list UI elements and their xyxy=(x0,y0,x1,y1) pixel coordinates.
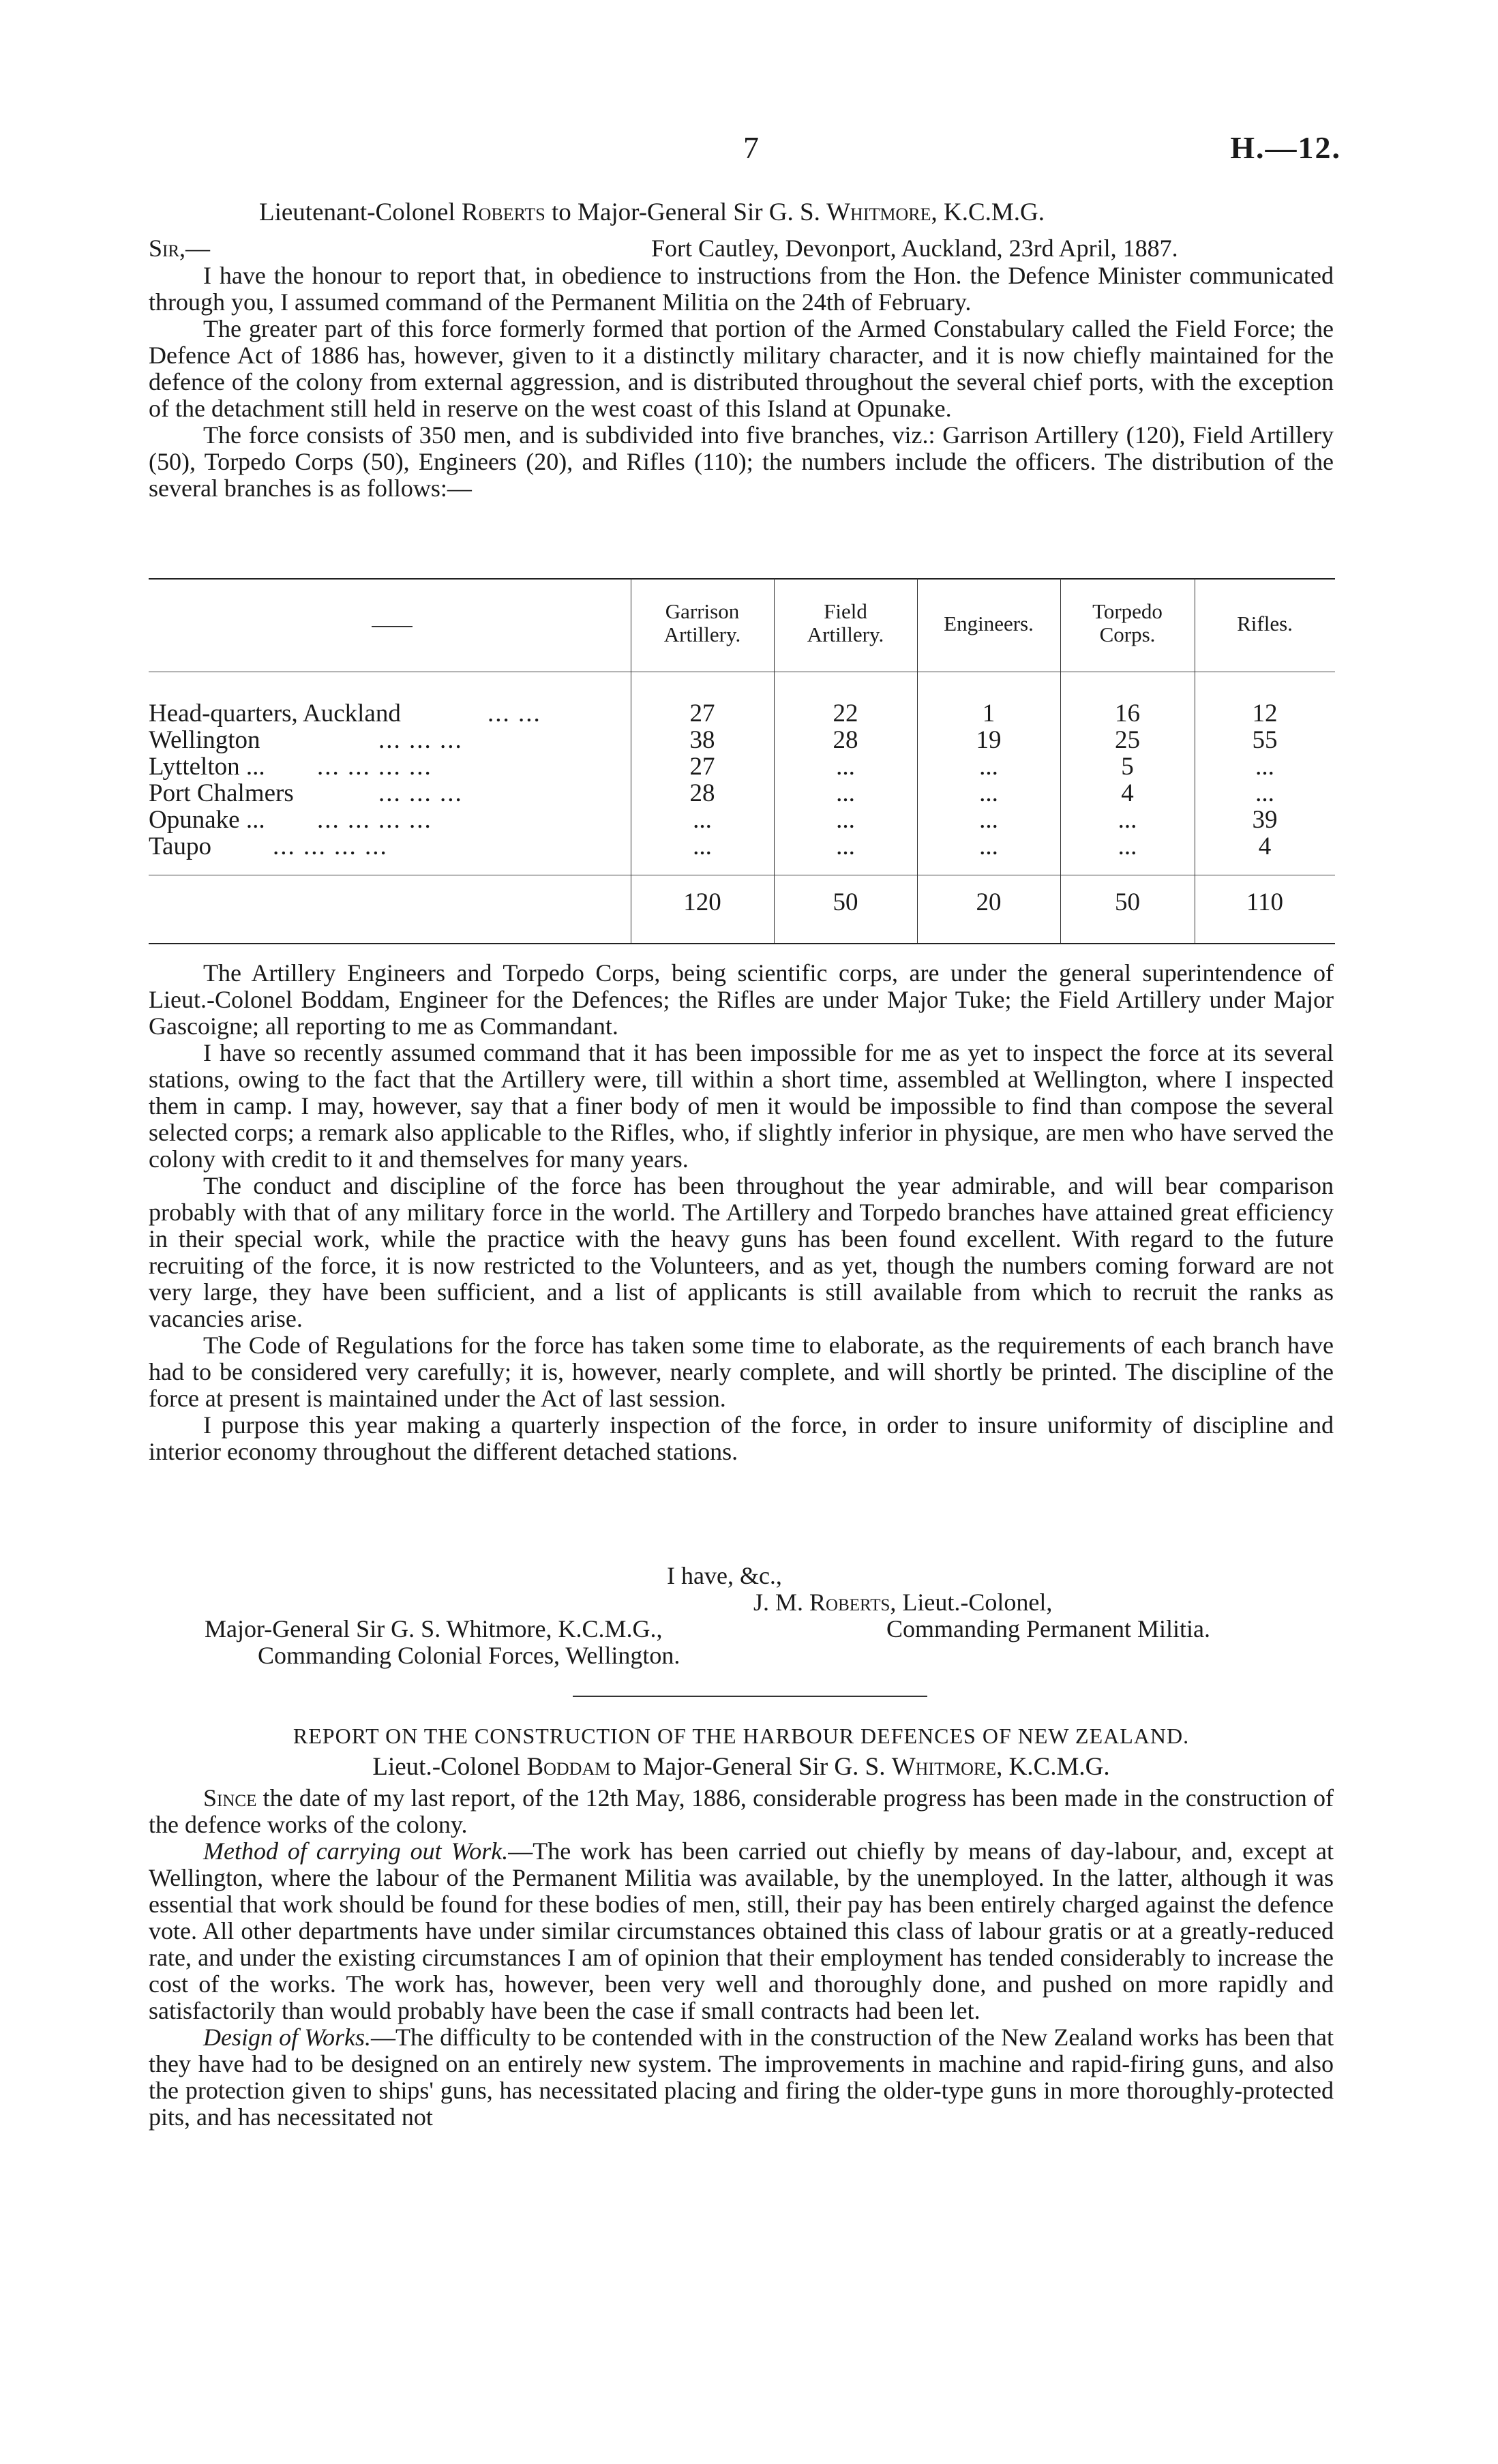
total-cell: 120 xyxy=(683,888,721,916)
row-place: Lyttelton ... xyxy=(149,753,265,781)
letter-body-bottom xyxy=(149,960,1334,1465)
cell: ... xyxy=(979,806,998,834)
cell: ... xyxy=(693,806,712,834)
report-p1-text: the date of my last report, of the 12th May, 1886, considerable progress has been made in the construction of the defence works of the colony. xyxy=(149,1784,1334,1838)
report-p3-text: —The difficulty to be contended with in the construction of the New Zealand works has been that they have had to be designed on an entirely new system. The improvements in machine and rapid-firing guns, and also the protection given to ships' guns, has necessitated placing and firing the older-type guns in more thoroughly-protected pits, and has necessitated not xyxy=(149,2024,1334,2131)
col-header-engineers: Engineers. xyxy=(944,612,1034,635)
report-paragraph-1 xyxy=(149,1785,1334,1838)
cell: 25 xyxy=(1115,726,1140,754)
letter-paragraph-7: The Code of Regulations for the force has taken some time to elaborate, as the requirements of each branch have had to be considered very carefully; it is, however, nearly complete, and will shortly be printed. The discipline of the force at present is maintained under the Act of last session. xyxy=(149,1332,1334,1412)
sub-prefix: Lieut.-Colonel xyxy=(372,1753,521,1781)
report-heading: REPORT ON THE CONSTRUCTION OF THE HARBOUR DEFENCES OF NEW ZEALAND. xyxy=(293,1724,1190,1748)
title-mid: to Major-General Sir G. S. xyxy=(552,198,820,226)
row-place: Opunake ... xyxy=(149,806,265,834)
row-leader-dots: ... ... ... xyxy=(378,779,463,807)
sub-name2: Whitmore xyxy=(891,1753,997,1781)
report-p3-heading: Design of Works. xyxy=(203,2024,372,2051)
cell: 19 xyxy=(976,726,1002,754)
cell: 1 xyxy=(982,700,995,727)
table-bottom-rule xyxy=(149,943,1335,944)
sub-mid: to Major-General Sir G. S. xyxy=(616,1753,886,1781)
letter-paragraph-8: I purpose this year making a quarterly inspection of the force, in order to insure uniformity of discipline and interior economy throughout the different detached stations. xyxy=(149,1411,1334,1465)
cell: 28 xyxy=(689,779,715,807)
title-name: Roberts xyxy=(461,198,545,226)
cell: ... xyxy=(979,779,998,807)
row-leader-dots: ... ... ... xyxy=(378,726,463,754)
col-header-garrison-line1: Garrison xyxy=(665,599,740,623)
row-leader-dots: ... ... ... ... xyxy=(317,806,432,834)
table-top-rule xyxy=(149,578,1335,580)
document-reference: H.—12. xyxy=(1230,130,1341,165)
col-header-garrison-line2: Artillery. xyxy=(663,622,741,646)
total-cell: 110 xyxy=(1246,888,1284,916)
report-paragraph-2 xyxy=(149,1838,1334,2024)
cell: ... xyxy=(1255,779,1274,807)
row-leader-dots: ... ... ... ... xyxy=(317,753,432,781)
report-subheading xyxy=(149,1752,1334,1782)
addressee-line2: Commanding Colonial Forces, Wellington. xyxy=(258,1642,680,1669)
report-paragraph-3 xyxy=(149,2024,1334,2131)
signature-name: Roberts xyxy=(809,1589,890,1616)
cell: ... xyxy=(836,806,855,834)
letter-paragraph-6: The conduct and discipline of the force has been throughout the year admirable, and will bear comparison probably with that of any military force in the world. The Artillery and Torpedo branches have attained great efficiency in their special work, while the practice with the heavy guns has been found excellent. With regard to the future recruiting of the force, it is now restricted to the Volunteers, and as yet, though the numbers coming forward are not very large, they have been sufficient, and a list of applicants is still available from which to recruit the ranks as vacancies arise. xyxy=(149,1172,1334,1332)
page-number: 7 xyxy=(743,130,759,165)
closing: I have, &c., xyxy=(667,1562,782,1589)
total-cell: 50 xyxy=(833,888,858,916)
cell: 4 xyxy=(1121,779,1134,807)
row-leader-dots: ... ... ... ... xyxy=(273,832,388,860)
cell: ... xyxy=(1118,806,1137,834)
title-prefix: Lieutenant-Colonel xyxy=(259,198,455,226)
col-header-rifles: Rifles. xyxy=(1237,612,1293,635)
letter-paragraph-2: The greater part of this force formerly formed that portion of the Armed Constabulary called the Field Force; the Defence Act of 1886 has, however, given to it a distinctly military character, and it is now chiefly maintained for the defence of the colony from external aggression, and is distributed throughout the several chief ports, with the exception of the detachment still held in reserve on the west coast of this Island at Opunake. xyxy=(149,315,1334,422)
report-body xyxy=(149,1785,1334,2131)
row-leader-dots: ... ... xyxy=(488,700,541,727)
cell: 22 xyxy=(833,700,858,727)
col-header-garrison xyxy=(631,600,774,646)
table-stub-header xyxy=(372,626,413,627)
cell: 16 xyxy=(1115,700,1140,727)
col-header-field-line1: Field xyxy=(824,599,867,623)
row-place: Wellington xyxy=(149,726,260,754)
cell: 55 xyxy=(1252,726,1278,754)
cell: ... xyxy=(979,753,998,781)
cell: 28 xyxy=(833,726,858,754)
cell: ... xyxy=(693,832,712,860)
section-separator xyxy=(573,1696,927,1697)
cell: 4 xyxy=(1258,832,1272,860)
cell: ... xyxy=(836,753,855,781)
cell: 12 xyxy=(1252,700,1278,727)
cell: ... xyxy=(1255,753,1274,781)
col-header-field xyxy=(774,600,917,646)
signature-initials: J. M. xyxy=(753,1589,804,1616)
row-place: Head-quarters, Auckland xyxy=(149,700,401,727)
signature-rank: , Lieut.-Colonel, xyxy=(890,1589,1053,1616)
letter-title xyxy=(259,198,1045,227)
col-header-torpedo xyxy=(1060,600,1195,646)
row-place: Port Chalmers xyxy=(149,779,294,807)
row-place: Taupo xyxy=(149,832,211,860)
cell: ... xyxy=(836,832,855,860)
addressee-line1: Major-General Sir G. S. Whitmore, K.C.M.G., xyxy=(205,1615,663,1642)
col-header-field-line2: Artillery. xyxy=(807,622,884,646)
col-header-torpedo-line2: Corps. xyxy=(1099,622,1156,646)
report-p2-heading: Method of carrying out Work. xyxy=(203,1837,509,1865)
sub-name: Boddam xyxy=(526,1753,611,1781)
report-p1-lead: Since xyxy=(203,1784,257,1812)
cell: 38 xyxy=(689,726,715,754)
cell: ... xyxy=(1118,832,1137,860)
letter-body-top xyxy=(149,262,1334,502)
title-name2: Whitmore xyxy=(826,198,931,226)
cell: 27 xyxy=(689,700,715,727)
cell: 27 xyxy=(689,753,715,781)
letter-paragraph-3: The force consists of 350 men, and is subdivided into five branches, viz.: Garrison Artillery (120), Field Artillery (50), Torpedo Corps (50), Engineers (20), and Rifles (110); the numbers include the officers. The distribution of the several branches is as follows:— xyxy=(149,421,1334,502)
title-suffix: , K.C.M.G. xyxy=(931,198,1045,226)
signature xyxy=(753,1588,1052,1617)
letter-paragraph-1: I have the honour to report that, in obedience to instructions from the Hon. the Defence Minister communicated through you, I assumed command of the Permanent Militia on the 24th of February. xyxy=(149,262,1334,316)
cell: ... xyxy=(836,779,855,807)
col-header-torpedo-line1: Torpedo xyxy=(1092,599,1163,623)
total-cell: 20 xyxy=(976,888,1002,916)
letter-paragraph-5: I have so recently assumed command that it has been impossible for me as yet to inspect the force at its several stations, owing to the fact that the Artillery were, till within a short time, assembled at Wellington, where I inspected them in camp. I may, however, say that a finer body of men it would be impossible to find than compose the several selected corps; a remark also applicable to the Rifles, who, if slightly inferior in physique, are men who have served the colony with credit to it and themselves for many years. xyxy=(149,1039,1334,1173)
signer-title: Commanding Permanent Militia. xyxy=(886,1615,1210,1642)
letter-address: Fort Cautley, Devonport, Auckland, 23rd April, 1887. xyxy=(651,235,1178,262)
letter-paragraph-4: The Artillery Engineers and Torpedo Corps, being scientific corps, are under the general superintendence of Lieut.-Colonel Boddam, Engineer for the Defences; the Rifles are under Major Tuke; the Field Artillery under Major Gascoigne; all reporting to me as Commandant. xyxy=(149,959,1334,1040)
cell: 5 xyxy=(1121,753,1134,781)
cell: ... xyxy=(979,832,998,860)
total-cell: 50 xyxy=(1115,888,1140,916)
sub-suffix: , K.C.M.G. xyxy=(996,1753,1110,1781)
report-p2-text: —The work has been carried out chiefly by means of day-labour, and, except at Wellington, where the labour of the Permanent Militia was available, by the unemployed. In the latter, although it was essential that work should be found for these bodies of men, still, their pay has been entirely charged against the defence vote. All other departments have under similar circumstances obtained this class of labour gratis or at a greatly-reduced rate, and under the existing circumstances I am of opinion that their employment has tended considerably to increase the cost of the works. The work has, however, been very well and thoroughly done, and pushed on more rapidly and satisfactorily than would probably have been the case if small contracts had been let. xyxy=(149,1837,1334,2024)
salutation: Sir,— xyxy=(149,235,211,262)
cell: 39 xyxy=(1252,806,1278,834)
